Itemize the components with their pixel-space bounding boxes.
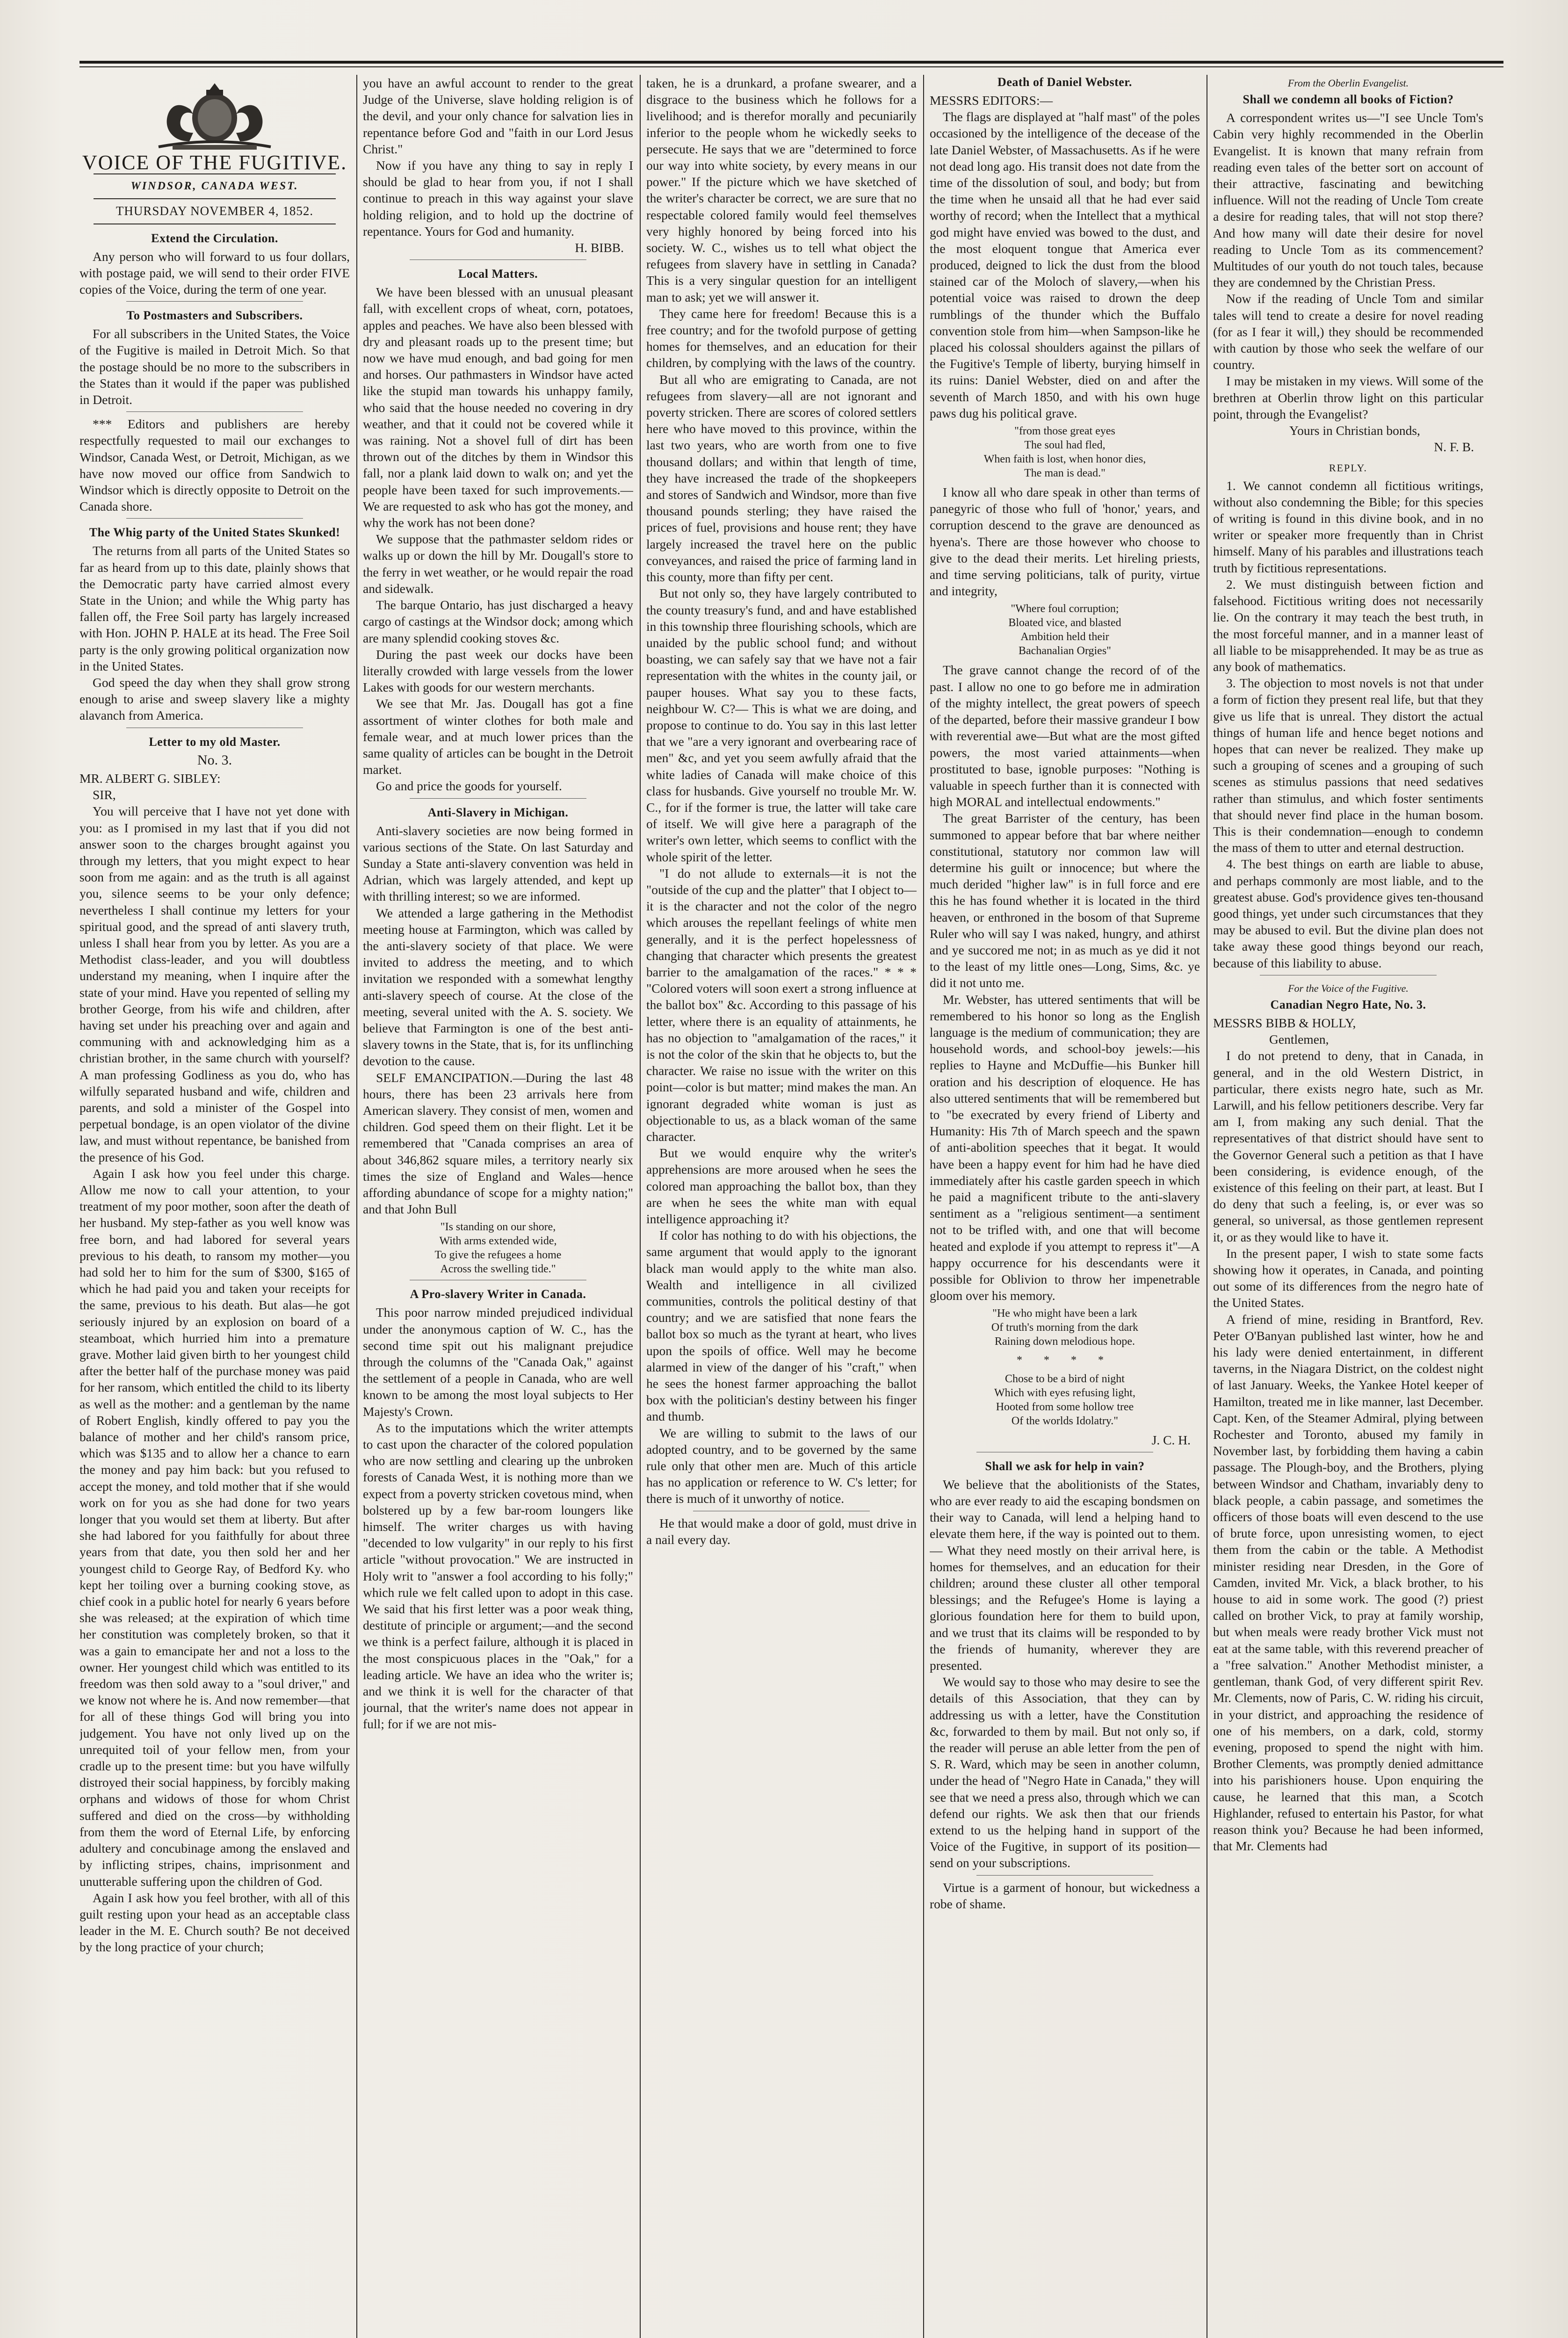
heading-ask-for-help: Shall we ask for help in vain? [985, 1459, 1145, 1473]
paragraph: Go and price the goods for yourself. [376, 779, 562, 794]
paragraph: I know all who dare speak in other than terms of panegyric of those who full of 'honor,' years, and corruption descend to the grave are denounced as hyena's. There are those however who choose to give to the dead their merits. Let hireling priests, and time serving politicians, talk of purity, virtue and integrity, [930, 485, 1200, 599]
paragraph: In the present paper, I wish to state some facts showing how it operates, in Canada, and pointing out some of its differences from the negro hate of the United States. [1213, 1246, 1483, 1310]
paragraph: Now if you have any thing to say in reply I should be glad to hear from you, if not I shall continue to preach in this way against your slave holding religion, and to hold up the doctrine of repentance. Yours for God and humanity. [363, 158, 633, 238]
heading-extend-circulation: Extend the Circulation. [151, 231, 278, 245]
top-rule [79, 61, 1503, 67]
paragraph: He that would make a door of gold, must drive in a nail every day. [646, 1515, 917, 1547]
paragraph: The flags are displayed at "half mast" of the poles occasioned by the intelligence of the decease of the late Daniel Webster, of Massachusetts. As if he were not dead long ago. His transit does not date from the time of the dissolution of soul, and body; but from the time when he unsaid all that he had ever said worthy of record; when the Intellect that a mythical god might have envied was bowed to the dust, and the most eloquent tongue that America ever produced, deigned to lick the dust from the blood stained car of the Moloch of slavery,—when his potential voice was raised to drown the deep rumblings of the thunder which the Buffalo convention stole from him—when Sampson-like he placed his colossal shoulders against the pillars of the Fugitive's Temple of liberty, burying himself in its ruins: Daniel Webster, died on and after the seventh of March 1850, and with his own huge paws dug his political grave. [930, 109, 1200, 420]
source-credit: From the Oberlin Evangelist. [1287, 77, 1409, 89]
heading-whig-party: The Whig party of the United States Skunked! [89, 526, 340, 540]
heading-postmasters: To Postmasters and Subscribers. [126, 309, 303, 323]
paragraph: We attended a large gathering in the Methodist meeting house at Farmington, which was called by the anti-slavery society of that place. We were invited to address the meeting, and to which invitation we responded with a somewhat lengthy anti-slavery speech of course. At the close of the meeting, several united with the A. S. society. We believe that Farmington is one of the best anti-slavery towns in the State, that is, for its unflinching devotion to the cause. [363, 905, 633, 1068]
column-2 [363, 75, 633, 2338]
paragraph: I may be mistaken in my views. Will some of the brethren at Oberlin throw light on this particular point, through the Evangelist? [1213, 374, 1483, 421]
paragraph: The grave cannot change the record of of the past. I allow no one to go before me in admiration of the mighty intellect, the great powers of speech of the departed, before their massive grandeur I bow with reverential awe—But what are the most gifted powers, the most varied attainments—when prostituted to base, ignoble purposes: "Nothing is valuable in speech further than it is connected with high MORAL and intellectual endowments." [930, 663, 1200, 809]
royal-coat-of-arms-icon [145, 81, 285, 152]
reply-label: REPLY. [1329, 462, 1368, 474]
paragraph: 1. We cannot condemn all fictitious writings, without also condemning the Bible; for this species of writing is found in this divine book, and in no writer or speaker more frequently than in Christ himself. Many of his parables and illustrations teach truth by fictitious representations. [1213, 478, 1483, 575]
heading-death-webster: Death of Daniel Webster. [997, 75, 1132, 89]
verse: "Is standing on our shore, With arms extended wide, To give the refugees a home Across the swelling tide." [434, 1221, 562, 1276]
verse: "from those great eyes The soul had fled, When faith is lost, when honor dies, The man is dead." [983, 425, 1146, 480]
paragraph: But we would enquire why the writer's apprehensions are more aroused when he sees the colored man approaching the ballot box, than they are when he sees the white man with equal intelligence approaching it? [646, 1146, 917, 1227]
heading-local-matters: Local Matters. [458, 267, 538, 281]
paragraph: Again I ask how you feel under this charge. Allow me now to call your attention, to your treatment of my poor mother, soon after the death of her husband. My step-father as you well know was free born, and had labored for several years previous to his death, to ransom my mother—you had sold her to him for the sum of $300, $165 of which he had paid you and taken your receipts for the same, previous to his death. But alas—he got seriously injured by an explosion on board of a steamboat, which hurried him into a premature grave. Mother laid given birth to her youngest child after the better half of the purchase money was paid for her ransom, which entitled the child to its liberty as well as the mother: and a gentleman by the name of Robert English, kindly offered to pay you the balance of mother and her child's ransom price, which was $135 and to allow her a chance to earn the money and pay him back: but you refused to accept the money, and told mother that if she would work on for you as she had done for two years longer that you would set them at liberty. But after she had labored for you faithfully for about three years from that date, you then sold her and her youngest child to George Ray, of Bedford Ky. who kept her toiling over a burning cooking stove, as chief cook in a public hotel for nearly 6 years before she was released; at the expiration of which time her constitution was completely broken, so that it was a gain to emancipate her and not a loss to the owner. Her youngest child which was entitled to its freedom was then sold away to a "soul driver," and we know not where he is. And now remember—that for all of these things God will bring you into judgement. You have not only lived up on the unrequited toil of your fellow men, from your cradle up to the present time: but you have wilfully distroyed their social happiness, by forcibly making orphans and widows of those for whom Christ suffered and died on the cross—by withholding from them the word of Eternal Life, by enforcing adultery and concubinage among the enslaved and by inflicting stripes, chains, imprisonment and unutterable suffering upon the children of God. [79, 1166, 350, 1889]
verse: Chose to be a bird of night Which with eyes refusing light, Hooted from some hollow tree Of the worlds Idolatry." [994, 1372, 1135, 1427]
paragraph: As to the imputations which the writer attempts to cast upon the character of the colored population who are now settling and clearing up the unbroken forests of Canada West, it is nothing more than we expect from a poverty stricken covetous mind, when bolstered up by a few bar-room loungers like himself. The writer charges us with having "decended to low vulgarity" in our reply to his first article "without provocation." We are instructed in Holy writ to "answer a fool according to his folly;" which rule we felt called upon to adopt in this case. We said that his first letter was a poor weak thing, destitute of principle or argument;—and the second we think is a perfect failure, although it is placed in the most conspicuous places in the "Oak," for a leading article. We have an idea who the writer is; and we think it is well for the character of that journal, that the writer's name does not appear in full; for if we are not mis- [363, 1420, 633, 1732]
verse: "He who might have been a lark Of truth's morning from the dark Raining down melodious hope. [991, 1307, 1139, 1348]
paragraph: For all subscribers in the United States, the Voice of the Fugitive is mailed in Detroit Mich. So that the postage should be no more to the subscribers in the States than it would if the paper was published in Detroit. [79, 326, 350, 407]
paragraph: We believe that the abolitionists of the States, who are ever ready to aid the escaping bondsmen on their way to Canada, will lend a helping hand to elevate them here, if the way is pointed out to them.— What they need mostly on their arrival here, is homes for themselves, and an education for their children; around these cluster all other temporal blessings; and the Refugee's Home is laying a glorious foundation here for them to build upon, and we trust that its claims will be responded to by the friends of humanity, wherever they are presented. [930, 1477, 1200, 1673]
paragraph: God speed the day when they shall grow strong enough to arise and sweep slavery like a mighty alavanch from America. [79, 675, 350, 723]
signature: H. BIBB. [575, 240, 624, 255]
paragraph: "I do not allude to externals—it is not the "outside of the cup and the platter" that I object to—it is the character and not the color of the negro which arouses the repellant feelings of white men generally, and it is the perfect hopelessness of changing that character which presents the greatest barrier to the amalgamation of the races." * * * "Colored voters will soon exert a strong influence at the ballot box" &c. According to this passage of his letter, where there is an equality of attainments, he has no objection to "amalgamation of the races," it is not the color of the skin that he objects to, but the character. We raise no issue with the writer on this point—color is but matter; mind makes the man. An ignorant degraded white woman is just as objectionable to us, as a black woman of the same character. [646, 866, 917, 1144]
column-1 [79, 75, 350, 2338]
heading-antislavery-michigan: Anti-Slavery in Michigan. [427, 805, 569, 819]
paragraph: *** Editors and publishers are hereby respectfully requested to mail our exchanges to Windsor, Canada West, or Detroit, Michigan, as we have now moved our office from Sandwich to Windsor which is directly opposite to Detroit on the Canada shore. [79, 417, 350, 514]
paragraph: Mr. Webster, has uttered sentiments that will be remembered to his honor so long as the English language is the medium of communication; they are household words, and school-boy jewels:—his replies to Hayne and McDuffie—his Bunker hill oration and his description of eloquence. He has also uttered sentiments that will be remembered but to "be execrated by every friend of Liberty and Humanity: His 7th of March speech and the spawn of anti-abolition speeches that it begat. It would have been a happy event for him had he have died immediately after his castle garden speech in which he paid a magnificent tribute to the anti-slavery sentiment as a "religious sentiment—a sentiment not to be trifled with, and one that will become heated and explode if you attempt to repress it"—A happy occurrence for his descendants were it possible for Oblivion to throw her impenetrable gloom over his memory. [930, 992, 1200, 1303]
paragraph: taken, he is a drunkard, a profane swearer, and a disgrace to the business which he follows for a livelihood; and is therefor morally and pecuniarily inferior to the people whom he wickedly seeks to persecute. He says that we are "determined to force our way into white society, by every means in our power." If the picture which we have sketched of the writer's character be correct, we are sure that no respectable colored family would feel themselves very highly honored by being forced into his society. W. C., wishes us to tell what object the refugees from slavery have in settling in Canada? This is a very singular question for an intelligent man to ask; yet we will answer it. [646, 76, 917, 304]
paragraph: We suppose that the pathmaster seldom rides or walks up or down the hill by Mr. Dougall's store to the ferry in wet weather, or he would repair the road and sidewalk. [363, 532, 633, 596]
column-4 [930, 75, 1200, 2338]
paragraph: Any person who will forward to us four dollars, with postage paid, we will send to their order FIVE copies of the Voice, during the term of one year. [79, 249, 350, 297]
paragraph: Virtue is a garment of honour, but wickedness a robe of shame. [930, 1880, 1200, 1911]
salutation: MESSRS BIBB & HOLLY, [1213, 1015, 1356, 1030]
verse: "Where foul corruption; Bloated vice, and blasted Ambition held their Bachanalian Orgies" [1008, 603, 1121, 657]
paragraph: They came here for freedom! Because this is a free country; and for the twofold purpose of getting homes for themselves, and an education for their children, by complying with the laws of the country. [646, 306, 917, 370]
paragraph: But not only so, they have largely contributed to the county treasury's fund, and and have established in this township three flourishing schools, which are unaided by the public school fund; and without boasting, we can safely say that we have not a fair representation with the whites in the county jail, or pauper houses. What say you to these facts, neighbour W. C?— This is what we are doing, and propose to continue to do. You say in this last letter that we "are a very ignorant and overbearing race of men" &c, and yet you seem awfully afraid that the white ladies of Canada will make choice of this class for husbands. Give yourself no trouble Mr. W. C., for if the former is true, the latter will take care of itself. We will give here a paragraph of the writer's own letter, which seems to conflict with the whole spirit of the letter. [646, 586, 917, 864]
newspaper-page [79, 61, 1503, 2338]
closing: Yours in Christian bonds, [1289, 423, 1420, 438]
paragraph: We see that Mr. Jas. Dougall has got a fine assortment of winter clothes for both male and female wear, and at much lower prices than the same quality of articles can be bought in the Detroit market. [363, 696, 633, 777]
paragraph: A friend of mine, residing in Brantford, Rev. Peter O'Banyan published last winter, how he and his lady were denied entertainment, in different taverns, in the Niagara District, on the coldest night of last January. Weeks, the Yankee Hotel keeper of Hamilton, treated me in like manner, last December. Capt. Ken, of the Steamer Admiral, plying between Rochester and Toronto, abused my family in November last, by forbidding them having a cabin passage. The Plough-boy, and the Brothers, plying between Windsor and Chatham, invariably deny to black people, a cabin passage, and sometimes the officers of those boats will even descend to the use of brute force, upon unresisting women, to eject them from the cabin or the table. A Methodist minister residing near Dresden, in the Gore of Camden, invited Mr. Vick, a black brother, to his house to aid in some work. The good (?) priest called on brother Vick, to pray at family worship, but when meals were ready brother Vick must not eat at the same table, with this reverend preacher of a "free salvation." Another Methodist minister, a gentleman, thank God, of very different spirit Rev. Mr. Clements, now of Paris, C. W. riding his circuit, in your district, and approaching the residence of one of his members, on a dark, cold, stormy evening, proposed to spend the night with him. Brother Clements, was promptly denied admittance into his parishioners house. Upon enquiring the cause, he learned that this man, a Scotch Highlander, refused to entertain his Pastor, for what reason think you? Because he had been informed, that Mr. Clements had [1213, 1312, 1483, 1854]
signature: N. F. B. [1434, 440, 1474, 455]
source-credit: For the Voice of the Fugitive. [1288, 982, 1409, 994]
paragraph: The returns from all parts of the United States so far as heard from up to this date, plainly shows that the Democratic party have carried almost every State in the Union; and while the Whig party has fallen off, the Free Soil party has largely increased with Hon. JOHN P. HALE at its head. The Free Soil party is the only growing political organization now in the United States. [79, 543, 350, 673]
heading-books-fiction: Shall we condemn all books of Fiction? [1243, 93, 1454, 107]
heading-negro-hate: Canadian Negro Hate, No. 3. [1270, 997, 1426, 1011]
salutation: Gentlemen, [1269, 1032, 1329, 1047]
heading-proslavery-writer: A Pro-slavery Writer in Canada. [410, 1287, 586, 1301]
paragraph: Again I ask how you feel brother, with all of this guilt resting upon your head as an acceptable class leader in the M. E. Church south? Be not deceived by the long practice of your church; [79, 1890, 350, 1955]
paragraph: During the past week our docks have been literally crowded with large vessels from the lower Lakes with goods for our western merchants. [363, 647, 633, 695]
paragraph: you have an awful account to render to the great Judge of the Universe, slave holding religion is of the devil, and your only chance for salvation lies in repentance before God and "faith in our Lord Jesus Christ." [363, 76, 633, 156]
asterisk-separator: * * * * [1017, 1354, 1113, 1367]
dateline-place: WINDSOR, CANADA WEST. [130, 180, 299, 193]
paragraph: 4. The best things on earth are liable to abuse, and perhaps commonly are most liable, and to the greatest abuse. God's providence gives ten-thousand good things, yet under such circumstances that they may be abused to evil. But the divine plan does not take away these good things beyond our reach, because of this liability to abuse. [1213, 857, 1483, 970]
paragraph: We are willing to submit to the laws of our adopted country, and to be governed by the same rule only that other men are. Much of this article has no application or reference to W. C's letter; for there is much of it unworthy of notice. [646, 1425, 917, 1506]
signature: J. C. H. [1151, 1432, 1191, 1447]
paragraph: 3. The objection to most novels is not that under a form of fiction they present real life, but that they give us life that is unreal. They distort the actual things of human life and hence beget notions and hopes that can never be realized. They make up such a grouping of scenes and a grouping of such scenes as stimulus passions that need sedatives rather than stimulus, and which foster sentiments that should never find place in the human bosom. This is their condemnation—enough to condemn the mass of them to utter and eternal destruction. [1213, 676, 1483, 855]
paragraph: If color has nothing to do with his objections, the same argument that would apply to the ignorant black man would apply to the white man also. Wealth and intelligence in all civilized communities, controls the political destiny of that country; and we are satisfied that none fears the ballot box so much as the tyrant at heart, who lives upon the spoils of office. Well may he become alarmed in view of the danger of his "craft," when he sees the honest farmer approaching the ballot box with the politician's destiny between his finger and thumb. [646, 1228, 917, 1424]
paragraph: We have been blessed with an unusual pleasant fall, with excellent crops of wheat, corn, potatoes, apples and peaches. We have also been blessed with dry and pleasant roads up to the present time; but now we have mud enough, and bad going for men and horses. Our pathmasters in Windsor have acted like the stupid man towards his unhappy family, who said that the house needed no covering in dry weather, and that it could not be covered while it was raining. Not a shovel full of dirt has been thrown out of the ditches by them in Windsor this fall, nor a plank laid down to walk on; and yet the people have been taxed for such improvements.— We are requested to ask who has got the money, and why the work has not been done? [363, 285, 633, 530]
column-3 [646, 75, 917, 2338]
letter-addressee: MR. ALBERT G. SIBLEY: [79, 771, 221, 786]
column-divider [356, 75, 357, 2338]
paragraph: A correspondent writes us—"I see Uncle Tom's Cabin very highly recommended in the Oberlin Evangelist. It is known that many refrain from reading even tales of the better sort on account of their attractive, fascinating and bewitching influence. Will not the reading of Uncle Tom create a desire for reading tales, that will not stop there? And how many will date their desire for novel reading to Uncle Tom as its commencement? Multitudes of our youth do not touch tales, because they are condemned by the Christian Press. [1213, 110, 1483, 290]
paragraph: The barque Ontario, has just discharged a heavy cargo of castings at the Windsor dock; among which are many splendid cooking stoves &c. [363, 598, 633, 645]
paragraph: Now if the reading of Uncle Tom and similar tales will tend to create a desire for novel reading (for as I fear it will,) they should be recommended with caution by those who seek the welfare of our country. [1213, 291, 1483, 372]
heading-letter-master: Letter to my old Master. [149, 735, 281, 749]
paragraph: But all who are emigrating to Canada, are not refugees from slavery—all are not ignorant and poverty stricken. There are scores of colored settlers here who have moved to this province, within the last two years, who are worth from one to five thousand dollars; and within that length of time, they have increased the trade of the shopkeepers and stores of Sandwich and Windsor, more than five thousand pounds sterling; they have raised the prices of fuel, provisions and house rent; they have largely increased the travel here on the public conveyances, and raised the price of farming land in this county, more than fifty per cent. [646, 372, 917, 584]
paragraph: You will perceive that I have not yet done with you: as I promised in my last that if you did not answer soon to the charges brought against you through my letters, that you might expect to hear soon from me again: and as the truth is all against you, silence seems to be your only defence; nevertheless I shall continue my letters for your spiritual good, and the spread of anti slavery truth, unless I shall hear from you by letter. As you are a Methodist class-leader, and you will doubtless understand my meaning, when I inquire after the state of your mind. Have you repented of selling my brother George, from his wife and children, after having set under his preaching over and again and communing with and acknowledging him as a christian brother, in the same church with yourself? A man professing Godliness as you do, who has wilfully separated husband and wife, children and parents, and sold a minister of the Gospel into perpetual bondage, is an open violator of the divine law, and must without repentance, be banished from the presence of his God. [79, 804, 350, 1164]
masthead [79, 81, 350, 224]
paragraph: I do not pretend to deny, that in Canada, in general, and in the old Western District, in particular, there exists negro hate, such as Mr. Larwill, and his fellow petitioners describe. Very far am I, from making any such denial. That the representatives of that district should have sent to the Governor General such a petition as that I have been considering, is evidence enough, of the existence of this feeling on their part, at least. But I do deny that such a feeling, is, or ever was so general, so universal, as those gentlemen represent it, or as they would like to have it. [1213, 1048, 1483, 1244]
column-5 [1213, 75, 1483, 2338]
paragraph: SELF EMANCIPATION.—During the last 48 hours, there has been 23 arrivals here from American slavery. They consist of men, women and children. God speed them on their flight. Let it be remembered that "Canada comprises an area of about 346,862 square miles, a territory nearly six times the size of England and Wales—hence affording abundance of scope for a mighty nation;" and that John Bull [363, 1070, 633, 1217]
paragraph: This poor narrow minded prejudiced individual under the anonymous caption of W. C., has the second time spit out his malignant prejudice through the columns of the "Canada Oak," against the settlement of a people in Canada, who are well known to be among the most loyal subjects to Her Majesty's Crown. [363, 1305, 633, 1419]
column-divider [640, 75, 641, 2338]
column-divider [923, 75, 924, 2338]
paper-title: VOICE OF THE FUGITIVE. [82, 151, 347, 174]
paragraph: Anti-slavery societies are now being formed in various sections of the State. On last Saturday and Sunday a State anti-slavery convention was held in Adrian, which was largely attended, and kept up with thrilling interest; so we are informed. [363, 823, 633, 904]
paragraph: 2. We must distinguish between fiction and falsehood. Fictitious writing does not necessarily lie. On the contrary it may teach the best truth, in the most forceful manner, and in a manner least of all liable to be misapprehended. It may be as true as any book of mathematics. [1213, 577, 1483, 674]
paragraph: The great Barrister of the century, has been summoned to appear before that bar where neither constitutional, statutory nor common law will determine his guilt or innocence; but where the much derided "higher law" is in full force and ere this he has found whether it is located in the third heaven, or enthroned in the bosom of that Supreme Ruler who will say I was naked, hungry, and athirst and ye succored me not; in as much as ye did it not to the least of my little ones—Long, Sims, &c. ye did it not unto me. [930, 811, 1200, 990]
salutation: MESSRS EDITORS:— [930, 93, 1053, 108]
issue-date: THURSDAY NOVEMBER 4, 1852. [116, 204, 314, 218]
letter-salutation: SIR, [93, 787, 116, 802]
paragraph: We would say to those who may desire to see the details of this Association, that they can by addressing us with a letter, have the Constitution &c, forwarded to them by mail. But not only so, if the reader will peruse an able letter from the pen of S. R. Ward, which may be seen in another column, under the head of "Negro Hate in Canada," they will see that we need a press also, through which we can defend our rights. We ask then that our friends extend to us the helping hand in support of the Voice of the Fugitive, in support of its position—send on your subscriptions. [930, 1674, 1200, 1870]
letter-number: No. 3. [197, 752, 232, 768]
